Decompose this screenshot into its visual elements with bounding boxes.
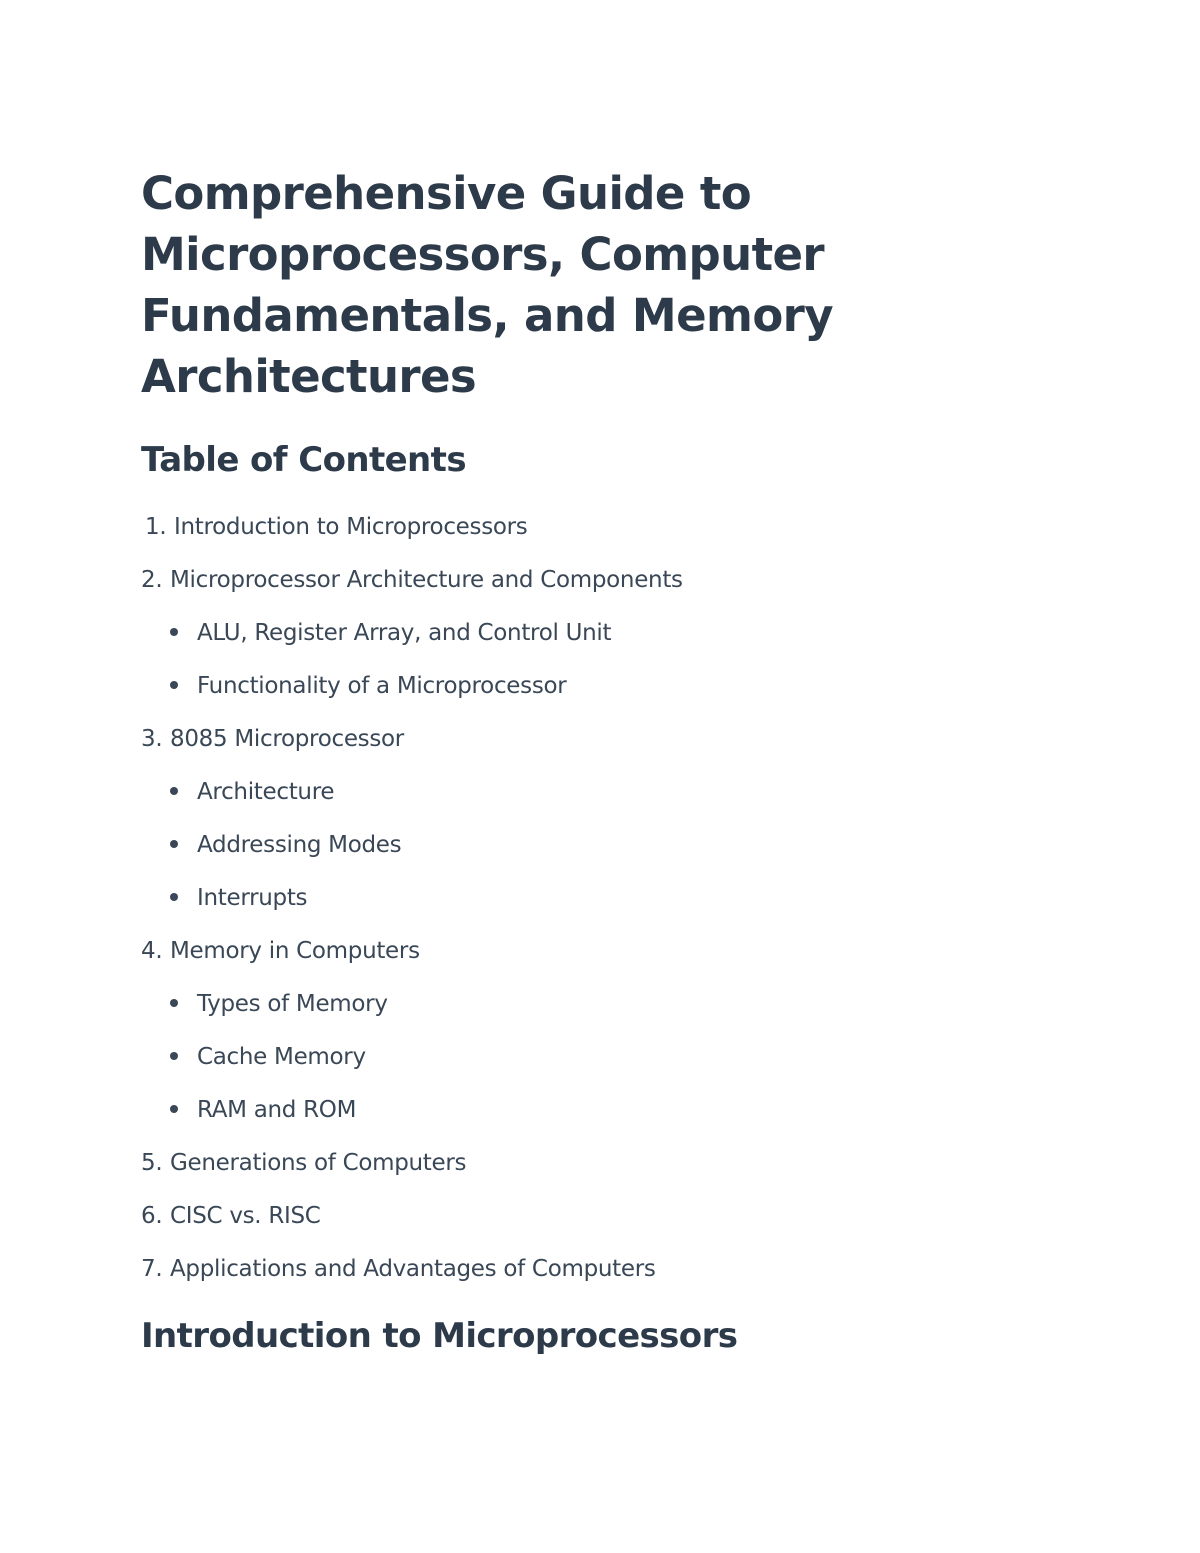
toc-item-label: Introduction to Microprocessors xyxy=(174,514,528,540)
toc-subitem-2-1[interactable] xyxy=(170,618,611,648)
toc-subitem-label: ALU, Register Array, and Control Unit xyxy=(197,620,612,646)
bullet-icon xyxy=(170,840,178,848)
toc-subitem-label: Types of Memory xyxy=(197,991,388,1017)
toc-heading: Table of Contents xyxy=(141,440,466,480)
toc-subitem-label: Cache Memory xyxy=(197,1044,366,1070)
toc-item-7[interactable] xyxy=(141,1254,656,1284)
toc-subitem-label: Architecture xyxy=(197,779,335,805)
toc-subitem-3-1[interactable] xyxy=(170,777,334,807)
toc-item-label: 8085 Microprocessor xyxy=(170,726,404,752)
toc-item-4[interactable] xyxy=(141,936,420,966)
toc-subitem-4-3[interactable] xyxy=(170,1095,356,1125)
toc-subitem-label: RAM and ROM xyxy=(197,1097,357,1123)
toc-subitem-2-2[interactable] xyxy=(170,671,566,701)
toc-item-number: 6. xyxy=(141,1203,163,1229)
section-heading: Introduction to Microprocessors xyxy=(141,1316,738,1356)
toc-subitem-label: Interrupts xyxy=(197,885,308,911)
bullet-icon xyxy=(170,1052,178,1060)
toc-item-number: 1. xyxy=(145,514,167,540)
toc-subitem-label: Functionality of a Microprocessor xyxy=(197,673,567,699)
toc-item-label: Applications and Advantages of Computers xyxy=(170,1256,656,1282)
toc-item-number: 7. xyxy=(141,1256,163,1282)
bullet-icon xyxy=(170,628,178,636)
bullet-icon xyxy=(170,999,178,1007)
toc-item-number: 5. xyxy=(141,1150,163,1176)
toc-item-3[interactable] xyxy=(141,724,404,754)
bullet-icon xyxy=(170,893,178,901)
document-title: Comprehensive Guide to Microprocessors, Computer Fundamentals, and Memory Architectures xyxy=(141,167,833,403)
toc-item-5[interactable] xyxy=(141,1148,466,1178)
toc-subitem-3-2[interactable] xyxy=(170,830,401,860)
bullet-icon xyxy=(170,787,178,795)
toc-item-2[interactable] xyxy=(141,565,683,595)
toc-item-number: 3. xyxy=(141,726,163,752)
toc-subitem-4-1[interactable] xyxy=(170,989,388,1019)
toc-item-label: CISC vs. RISC xyxy=(170,1203,321,1229)
toc-item-6[interactable] xyxy=(141,1201,321,1231)
toc-item-label: Generations of Computers xyxy=(170,1150,467,1176)
bullet-icon xyxy=(170,681,178,689)
toc-subitem-label: Addressing Modes xyxy=(197,832,402,858)
toc-subitem-3-3[interactable] xyxy=(170,883,307,913)
toc-item-label: Memory in Computers xyxy=(170,938,420,964)
toc-item-number: 4. xyxy=(141,938,163,964)
toc-item-label: Microprocessor Architecture and Components xyxy=(170,567,683,593)
bullet-icon xyxy=(170,1105,178,1113)
toc-item-1[interactable] xyxy=(145,512,528,542)
toc-item-number: 2. xyxy=(141,567,163,593)
toc-subitem-4-2[interactable] xyxy=(170,1042,366,1072)
